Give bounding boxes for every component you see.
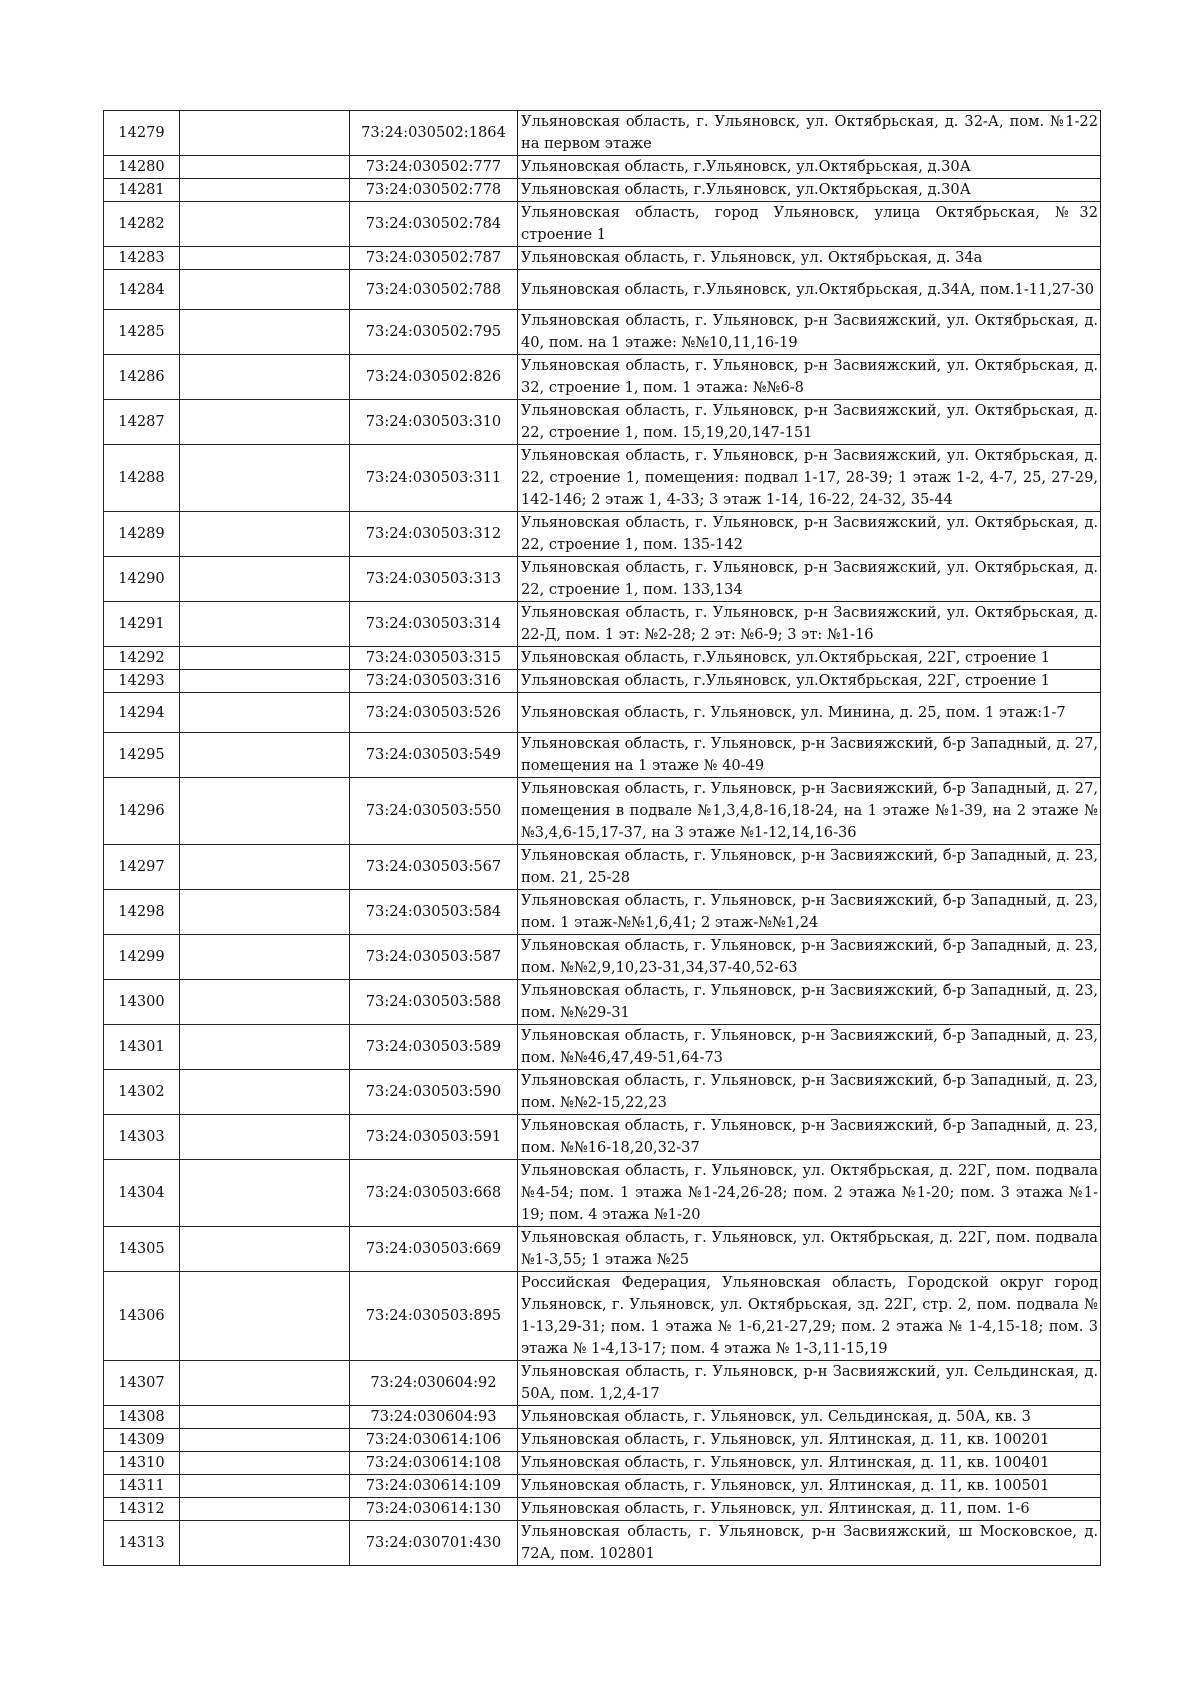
address-cell: Ульяновская область, г. Ульяновск, ул. Октябрьская, д. 32-А, пом. №1-22 на первом этаже [518, 111, 1101, 156]
cadastral-number-cell: 73:24:030503:526 [350, 693, 518, 733]
row-number-cell: 14286 [104, 355, 180, 400]
row-number-cell: 14297 [104, 845, 180, 890]
table-row [104, 310, 1101, 355]
cadastral-number-cell: 73:24:030503:669 [350, 1227, 518, 1272]
row-blank-cell [180, 512, 350, 557]
row-number-cell: 14312 [104, 1498, 180, 1521]
cadastral-number-cell: 73:24:030614:106 [350, 1429, 518, 1452]
row-number-cell: 14292 [104, 647, 180, 670]
cadastral-number-cell: 73:24:030503:315 [350, 647, 518, 670]
row-blank-cell [180, 355, 350, 400]
row-blank-cell [180, 202, 350, 247]
row-blank-cell [180, 1115, 350, 1160]
row-blank-cell [180, 1521, 350, 1566]
row-number-cell: 14291 [104, 602, 180, 647]
address-cell: Ульяновская область, г. Ульяновск, ул. Октябрьская, д. 34а [518, 247, 1101, 270]
row-blank-cell [180, 602, 350, 647]
row-blank-cell [180, 111, 350, 156]
cadastral-number-cell: 73:24:030502:787 [350, 247, 518, 270]
row-number-cell: 14308 [104, 1406, 180, 1429]
table-row [104, 1498, 1101, 1521]
table-row [104, 1160, 1101, 1227]
table-row [104, 111, 1101, 156]
row-blank-cell [180, 1452, 350, 1475]
row-number-cell: 14305 [104, 1227, 180, 1272]
address-cell: Ульяновская область, г.Ульяновск, ул.Октябрьская, 22Г, строение 1 [518, 670, 1101, 693]
cadastral-number-cell: 73:24:030503:311 [350, 445, 518, 512]
cadastral-number-cell: 73:24:030614:130 [350, 1498, 518, 1521]
cadastral-number-cell: 73:24:030502:795 [350, 310, 518, 355]
cadastral-number-cell: 73:24:030701:430 [350, 1521, 518, 1566]
row-number-cell: 14290 [104, 557, 180, 602]
cadastral-number-cell: 73:24:030502:784 [350, 202, 518, 247]
row-number-cell: 14311 [104, 1475, 180, 1498]
table-row [104, 890, 1101, 935]
address-cell: Ульяновская область, г. Ульяновск, ул. Ялтинская, д. 11, пом. 1-6 [518, 1498, 1101, 1521]
cadastral-number-cell: 73:24:030503:584 [350, 890, 518, 935]
table-row [104, 1025, 1101, 1070]
table-row [104, 935, 1101, 980]
row-blank-cell [180, 247, 350, 270]
table-row [104, 1452, 1101, 1475]
row-number-cell: 14287 [104, 400, 180, 445]
address-cell: Ульяновская область, г. Ульяновск, р-н Засвияжский, б-р Западный, д. 27, помещения в подвале №1,3,4,8-16,18-24, на 1 этаже №1-39, на 2 этаже №№3,4,6-15,17-37, на 3 этаже №1-12,14,16-36 [518, 778, 1101, 845]
table-row [104, 670, 1101, 693]
cadastral-number-cell: 73:24:030502:1864 [350, 111, 518, 156]
address-cell: Ульяновская область, г. Ульяновск, р-н Засвияжский, б-р Западный, д. 27, помещения на 1 этаже № 40-49 [518, 733, 1101, 778]
cadastral-number-cell: 73:24:030502:778 [350, 179, 518, 202]
row-number-cell: 14307 [104, 1361, 180, 1406]
cadastral-number-cell: 73:24:030503:588 [350, 980, 518, 1025]
row-blank-cell [180, 670, 350, 693]
row-number-cell: 14301 [104, 1025, 180, 1070]
row-blank-cell [180, 935, 350, 980]
address-cell: Ульяновская область, г. Ульяновск, р-н Засвияжский, ул. Октябрьская, д. 22, строение 1, пом. 15,19,20,147-151 [518, 400, 1101, 445]
table-body [104, 111, 1101, 1566]
row-blank-cell [180, 1406, 350, 1429]
row-blank-cell [180, 1227, 350, 1272]
address-cell: Ульяновская область, г. Ульяновск, р-н Засвияжский, ул. Октябрьская, д. 22, строение 1, помещения: подвал 1-17, 28-39; 1 этаж 1-2, 4-7, 25, 27-29, 142-146; 2 этаж 1, 4-33; 3 этаж 1-14, 16-22, 24-32, 35-44 [518, 445, 1101, 512]
address-cell: Ульяновская область, г.Ульяновск, ул.Октябрьская, д.30А [518, 179, 1101, 202]
cadastral-number-cell: 73:24:030502:777 [350, 156, 518, 179]
address-cell: Ульяновская область, г. Ульяновск, р-н Засвияжский, б-р Западный, д. 23, пом. 1 этаж-№№1,6,41; 2 этаж-№№1,24 [518, 890, 1101, 935]
table-row [104, 355, 1101, 400]
address-cell: Ульяновская область, г. Ульяновск, р-н Засвияжский, ш Московское, д. 72А, пом. 102801 [518, 1521, 1101, 1566]
row-number-cell: 14283 [104, 247, 180, 270]
cadastral-number-cell: 73:24:030614:109 [350, 1475, 518, 1498]
table-row [104, 270, 1101, 310]
row-number-cell: 14281 [104, 179, 180, 202]
row-blank-cell [180, 693, 350, 733]
row-number-cell: 14313 [104, 1521, 180, 1566]
cadastral-number-cell: 73:24:030503:587 [350, 935, 518, 980]
address-cell: Ульяновская область, г. Ульяновск, ул. Ялтинская, д. 11, кв. 100401 [518, 1452, 1101, 1475]
table-row [104, 1429, 1101, 1452]
address-cell: Ульяновская область, г. Ульяновск, ул. Ялтинская, д. 11, кв. 100201 [518, 1429, 1101, 1452]
row-number-cell: 14280 [104, 156, 180, 179]
table-row [104, 1227, 1101, 1272]
row-number-cell: 14295 [104, 733, 180, 778]
address-cell: Ульяновская область, г. Ульяновск, ул. Ялтинская, д. 11, кв. 100501 [518, 1475, 1101, 1498]
address-cell: Ульяновская область, г. Ульяновск, р-н Засвияжский, б-р Западный, д. 23, пом. №№2-15,22,23 [518, 1070, 1101, 1115]
row-blank-cell [180, 1475, 350, 1498]
cadastral-number-cell: 73:24:030503:668 [350, 1160, 518, 1227]
row-number-cell: 14288 [104, 445, 180, 512]
row-number-cell: 14306 [104, 1272, 180, 1361]
cadastral-number-cell: 73:24:030502:788 [350, 270, 518, 310]
table-row [104, 778, 1101, 845]
row-number-cell: 14303 [104, 1115, 180, 1160]
table-row [104, 1070, 1101, 1115]
cadastral-number-cell: 73:24:030604:93 [350, 1406, 518, 1429]
address-cell: Ульяновская область, г. Ульяновск, р-н Засвияжский, б-р Западный, д. 23, пом. 21, 25-28 [518, 845, 1101, 890]
cadastral-number-cell: 73:24:030503:590 [350, 1070, 518, 1115]
table-row [104, 1272, 1101, 1361]
row-blank-cell [180, 778, 350, 845]
address-cell: Ульяновская область, город Ульяновск, улица Октябрьская, №32 строение 1 [518, 202, 1101, 247]
table-row [104, 1115, 1101, 1160]
address-cell: Ульяновская область, г. Ульяновск, р-н Засвияжский, ул. Октябрьская, д. 22, строение 1, пом. 135-142 [518, 512, 1101, 557]
table-row [104, 247, 1101, 270]
table-row [104, 647, 1101, 670]
address-cell: Ульяновская область, г. Ульяновск, р-н Засвияжский, ул. Октябрьская, д. 22-Д, пом. 1 эт: №2-28; 2 эт: №6-9; 3 эт: №1-16 [518, 602, 1101, 647]
row-blank-cell [180, 1498, 350, 1521]
row-number-cell: 14298 [104, 890, 180, 935]
address-cell: Ульяновская область, г.Ульяновск, ул.Октябрьская, 22Г, строение 1 [518, 647, 1101, 670]
table-row [104, 557, 1101, 602]
row-blank-cell [180, 845, 350, 890]
cadastral-number-cell: 73:24:030503:591 [350, 1115, 518, 1160]
row-blank-cell [180, 1070, 350, 1115]
row-number-cell: 14294 [104, 693, 180, 733]
row-blank-cell [180, 310, 350, 355]
row-number-cell: 14289 [104, 512, 180, 557]
table-row [104, 445, 1101, 512]
row-blank-cell [180, 1272, 350, 1361]
cadastral-number-cell: 73:24:030503:567 [350, 845, 518, 890]
cadastral-number-cell: 73:24:030614:108 [350, 1452, 518, 1475]
row-blank-cell [180, 400, 350, 445]
address-cell: Ульяновская область, г. Ульяновск, р-н Засвияжский, ул. Октябрьская, д. 22, строение 1, пом. 133,134 [518, 557, 1101, 602]
table-row [104, 693, 1101, 733]
row-blank-cell [180, 1160, 350, 1227]
address-cell: Ульяновская область, г.Ульяновск, ул.Октябрьская, д.34А, пом.1-11,27-30 [518, 270, 1101, 310]
address-cell: Российская Федерация, Ульяновская область, Городской округ город Ульяновск, г. Ульяновск, ул. Октябрьская, зд. 22Г, стр. 2, пом. подвала № 1-13,29-31; пом. 1 этажа № 1-6,21-27,29; пом. 2 этажа № 1-4,15-18; пом. 3 этажа № 1-4,13-17; пом. 4 этажа № 1-3,11-15,19 [518, 1272, 1101, 1361]
row-number-cell: 14284 [104, 270, 180, 310]
row-blank-cell [180, 1429, 350, 1452]
address-cell: Ульяновская область, г. Ульяновск, р-н Засвияжский, б-р Западный, д. 23, пом. №№16-18,20,32-37 [518, 1115, 1101, 1160]
row-number-cell: 14309 [104, 1429, 180, 1452]
table-row [104, 400, 1101, 445]
row-blank-cell [180, 733, 350, 778]
row-blank-cell [180, 890, 350, 935]
cadastral-number-cell: 73:24:030503:310 [350, 400, 518, 445]
table-row [104, 156, 1101, 179]
row-number-cell: 14293 [104, 670, 180, 693]
row-blank-cell [180, 647, 350, 670]
address-cell: Ульяновская область, г. Ульяновск, р-н Засвияжский, б-р Западный, д. 23, пом. №№2,9,10,23-31,34,37-40,52-63 [518, 935, 1101, 980]
property-register-table [103, 110, 1101, 1566]
row-number-cell: 14299 [104, 935, 180, 980]
cadastral-number-cell: 73:24:030502:826 [350, 355, 518, 400]
cadastral-number-cell: 73:24:030503:312 [350, 512, 518, 557]
row-blank-cell [180, 445, 350, 512]
table-row [104, 1406, 1101, 1429]
cadastral-number-cell: 73:24:030503:316 [350, 670, 518, 693]
row-blank-cell [180, 156, 350, 179]
table-row [104, 845, 1101, 890]
table-row [104, 179, 1101, 202]
row-blank-cell [180, 270, 350, 310]
row-number-cell: 14300 [104, 980, 180, 1025]
row-blank-cell [180, 980, 350, 1025]
table-row [104, 202, 1101, 247]
address-cell: Ульяновская область, г. Ульяновск, р-н Засвияжский, ул. Сельдинская, д. 50А, пом. 1,2,4-17 [518, 1361, 1101, 1406]
address-cell: Ульяновская область, г. Ульяновск, ул. Сельдинская, д. 50А, кв. 3 [518, 1406, 1101, 1429]
address-cell: Ульяновская область, г. Ульяновск, р-н Засвияжский, ул. Октябрьская, д. 32, строение 1, пом. 1 этажа: №№6-8 [518, 355, 1101, 400]
address-cell: Ульяновская область, г. Ульяновск, ул. Минина, д. 25, пом. 1 этаж:1-7 [518, 693, 1101, 733]
cadastral-number-cell: 73:24:030604:92 [350, 1361, 518, 1406]
row-number-cell: 14279 [104, 111, 180, 156]
cadastral-number-cell: 73:24:030503:895 [350, 1272, 518, 1361]
address-cell: Ульяновская область, г. Ульяновск, ул. Октябрьская, д. 22Г, пом. подвала №4-54; пом. 1 этажа №1-24,26-28; пом. 2 этажа №1-20; пом. 3 этажа №1-19; пом. 4 этажа №1-20 [518, 1160, 1101, 1227]
row-number-cell: 14296 [104, 778, 180, 845]
row-number-cell: 14302 [104, 1070, 180, 1115]
row-number-cell: 14285 [104, 310, 180, 355]
row-blank-cell [180, 557, 350, 602]
row-blank-cell [180, 1025, 350, 1070]
table-row [104, 512, 1101, 557]
table-row [104, 980, 1101, 1025]
table-row [104, 1521, 1101, 1566]
address-cell: Ульяновская область, г. Ульяновск, р-н Засвияжский, б-р Западный, д. 23, пом. №№29-31 [518, 980, 1101, 1025]
row-number-cell: 14282 [104, 202, 180, 247]
cadastral-number-cell: 73:24:030503:589 [350, 1025, 518, 1070]
cadastral-number-cell: 73:24:030503:314 [350, 602, 518, 647]
row-number-cell: 14310 [104, 1452, 180, 1475]
cadastral-number-cell: 73:24:030503:550 [350, 778, 518, 845]
address-cell: Ульяновская область, г.Ульяновск, ул.Октябрьская, д.30А [518, 156, 1101, 179]
cadastral-number-cell: 73:24:030503:549 [350, 733, 518, 778]
table-row [104, 602, 1101, 647]
table-row [104, 1475, 1101, 1498]
address-cell: Ульяновская область, г. Ульяновск, ул. Октябрьская, д. 22Г, пом. подвала №1-3,55; 1 этажа №25 [518, 1227, 1101, 1272]
row-blank-cell [180, 179, 350, 202]
cadastral-number-cell: 73:24:030503:313 [350, 557, 518, 602]
row-number-cell: 14304 [104, 1160, 180, 1227]
row-blank-cell [180, 1361, 350, 1406]
table-row [104, 733, 1101, 778]
table-row [104, 1361, 1101, 1406]
address-cell: Ульяновская область, г. Ульяновск, р-н Засвияжский, б-р Западный, д. 23, пом. №№46,47,49-51,64-73 [518, 1025, 1101, 1070]
address-cell: Ульяновская область, г. Ульяновск, р-н Засвияжский, ул. Октябрьская, д. 40, пом. на 1 этаже: №№10,11,16-19 [518, 310, 1101, 355]
